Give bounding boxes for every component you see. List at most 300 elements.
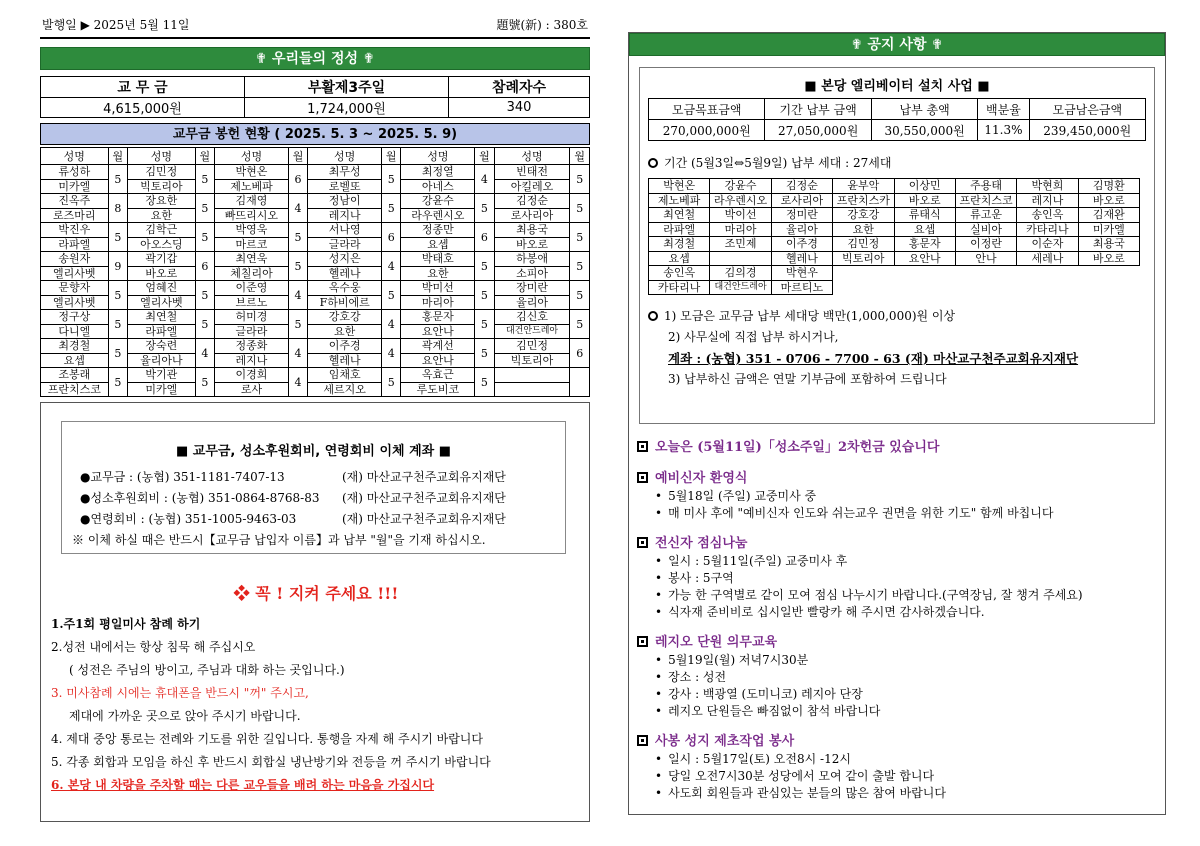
guidance-box xyxy=(40,402,590,822)
donor-baptismal-name: 헬레나 xyxy=(308,353,382,368)
donor-name: 최연욱 xyxy=(215,252,289,267)
offering-val-2: 1,724,000원 xyxy=(245,98,449,118)
household-name: 류고운 xyxy=(955,208,1016,223)
household-name: 최용국 xyxy=(1078,237,1139,252)
donor-baptismal-name: 프란치스코 xyxy=(41,382,109,397)
donor-name: 임채호 xyxy=(308,368,382,383)
donor-months: 5 xyxy=(475,194,494,223)
donor-baptismal-name: 엘리사벳 xyxy=(41,266,109,281)
donor-baptismal-name: 레지나 xyxy=(308,208,382,223)
donor-name: 박태호 xyxy=(401,252,475,267)
empty-cell xyxy=(833,280,894,295)
donor-months: 5 xyxy=(570,252,590,281)
household-name: 이정란 xyxy=(955,237,1016,252)
donor-name: 장미란 xyxy=(494,281,570,296)
donor-name: 김민정 xyxy=(494,339,570,354)
donor-months: 4 xyxy=(382,252,401,281)
donor-name: 성지은 xyxy=(308,252,382,267)
donor-name: 하봉애 xyxy=(494,252,570,267)
donor-baptismal-name: 세르지오 xyxy=(308,382,382,397)
donor-name: 김재영 xyxy=(215,194,289,209)
offering-summary-table xyxy=(40,76,590,118)
donor-months: 6 xyxy=(288,165,307,194)
donor-months: 5 xyxy=(382,368,401,397)
donor-months: 4 xyxy=(288,368,307,397)
offering-val-3: 340 xyxy=(449,98,590,118)
offering-val-1: 4,615,000원 xyxy=(41,98,245,118)
donor-name: 이준영 xyxy=(215,281,289,296)
donor-name: 박기관 xyxy=(128,368,196,383)
donor-name: 이경희 xyxy=(215,368,289,383)
notice-bullet: • 매 미사 후에 "예비신자 인도와 쉬는교우 권면을 위한 기도" 함께 바칩니다 xyxy=(637,505,1157,522)
account-holder: (재) 마산교구천주교회유지재단 xyxy=(342,491,506,505)
donor-baptismal-name: 레지나 xyxy=(215,353,289,368)
donor-months: 5 xyxy=(475,368,494,397)
name-header: 성명 xyxy=(215,148,289,165)
donor-baptismal-name: 율리아 xyxy=(494,295,570,310)
offering-col-1: 교 무 금 xyxy=(41,77,245,98)
household-baptismal-name: 세레나 xyxy=(1017,251,1078,266)
donor-name: 곽기갑 xyxy=(128,252,196,267)
fund-col: 모금남은금액 xyxy=(1029,99,1145,120)
donor-months: 5 xyxy=(382,194,401,223)
donor-baptismal-name: 요한 xyxy=(308,324,382,339)
household-name: 김정순 xyxy=(771,179,832,194)
donor-name: 최무성 xyxy=(308,165,382,180)
donor-months: 5 xyxy=(108,165,127,194)
rule-6: 6. 본당 내 차량을 주차할 때는 다른 교우들을 배려 하는 마음을 가집시다 xyxy=(51,778,435,792)
donor-baptismal-name: 아네스 xyxy=(401,179,475,194)
household-name: 박현온 xyxy=(649,179,710,194)
donor-months: 4 xyxy=(288,194,307,223)
household-baptismal-name xyxy=(710,251,771,266)
month-header: 월 xyxy=(475,148,494,165)
donor-months: 5 xyxy=(382,165,401,194)
donor-months: 5 xyxy=(570,223,590,252)
circle-bullet-icon xyxy=(648,158,658,168)
donor-name: 박현온 xyxy=(215,165,289,180)
donor-baptismal-name: 요한 xyxy=(401,266,475,281)
notice-heading: 전신자 점심나눔 xyxy=(637,535,1157,553)
fund-val: 270,000,000원 xyxy=(649,120,765,141)
donor-baptismal-name: 요셉 xyxy=(401,237,475,252)
household-name: 최경철 xyxy=(649,237,710,252)
donor-months: 4 xyxy=(288,339,307,368)
donor-baptismal-name: 다니엘 xyxy=(41,324,109,339)
household-baptismal-name: 바오로 xyxy=(1078,251,1139,266)
donor-baptismal-name: 로사리아 xyxy=(494,208,570,223)
rule-5: 5. 각종 회합과 모임을 하신 후 반드시 회합실 냉난방기와 전등을 꺼 주시기 바랍니다 xyxy=(51,755,491,769)
household-name: 강윤수 xyxy=(710,179,771,194)
household-name: 김명환 xyxy=(1078,179,1139,194)
household-name: 이상민 xyxy=(894,179,955,194)
fund-col: 모금목표금액 xyxy=(649,99,765,120)
donor-name: 정종화 xyxy=(215,339,289,354)
donor-months: 5 xyxy=(570,165,590,194)
donor-name: 박영욱 xyxy=(215,223,289,238)
donor-months: 6 xyxy=(570,339,590,368)
donor-baptismal-name: 제노베파 xyxy=(215,179,289,194)
donor-baptismal-name: 바오로 xyxy=(494,237,570,252)
month-header: 월 xyxy=(108,148,127,165)
offering-title-bar: ✟ 우리들의 정성 ✟ xyxy=(40,47,590,70)
donor-months: 5 xyxy=(195,368,214,397)
elev-note-1: 1) 모금은 교무금 납부 세대당 백만(1,000,000)원 이상 xyxy=(648,306,1078,327)
account-row xyxy=(72,488,555,509)
square-bullet-icon xyxy=(637,735,648,746)
donor-months: 5 xyxy=(475,310,494,339)
donor-name: 조봉래 xyxy=(41,368,109,383)
notice-bullet: • 레지오 단원들은 빠짐없이 참석 바랍니다 xyxy=(637,703,1157,720)
donor-baptismal-name: 아킬레오 xyxy=(494,179,570,194)
account-box xyxy=(61,421,566,554)
donor-months: 5 xyxy=(108,368,127,397)
household-name: 류태식 xyxy=(894,208,955,223)
fund-val: 30,550,000원 xyxy=(871,120,977,141)
donor-months: 5 xyxy=(475,339,494,368)
household-name: 강호강 xyxy=(833,208,894,223)
donor-baptismal-name: F하비에르 xyxy=(308,295,382,310)
household-baptismal-name: 프란치스카 xyxy=(833,193,894,208)
empty-cell xyxy=(1017,266,1078,281)
household-name: 주용태 xyxy=(955,179,1016,194)
rule-4: 4. 제대 중앙 통로는 전례와 기도를 위한 길입니다. 통행을 자제 해 주시기 바랍니다 xyxy=(51,732,483,746)
household-baptismal-name: 실비아 xyxy=(955,222,1016,237)
account-number: ●교무금 : (농협) 351-1181-7407-13 xyxy=(80,470,285,484)
donor-months: 5 xyxy=(108,339,127,368)
donor-months: 6 xyxy=(195,252,214,281)
donor-months: 5 xyxy=(108,223,127,252)
donor-name: 서나영 xyxy=(308,223,382,238)
empty-cell xyxy=(894,280,955,295)
circle-bullet-icon xyxy=(648,311,658,321)
left-page xyxy=(40,10,590,397)
donor-baptismal-name: 요안나 xyxy=(401,353,475,368)
household-baptismal-name: 빅토리아 xyxy=(833,251,894,266)
fund-col: 기간 납부 금액 xyxy=(765,99,871,120)
household-name: 정미란 xyxy=(771,208,832,223)
square-bullet-icon xyxy=(637,537,648,548)
donor-baptismal-name: 헬레나 xyxy=(308,266,382,281)
elevator-notes xyxy=(648,306,1078,390)
household-name: 윤부악 xyxy=(833,179,894,194)
right-page xyxy=(628,32,1166,815)
donor-months: 5 xyxy=(195,310,214,339)
notice-bullet: • 일시 : 5월17일(토) 오전8시 -12시 xyxy=(637,751,1157,768)
donor-name: 정구상 xyxy=(41,310,109,325)
account-note: ※ 이체 하실 때은 반드시【교무금 납입자 이름】과 납부 "월"을 기재 하십시오. xyxy=(72,533,486,547)
donor-baptismal-name: 엘리사벳 xyxy=(128,295,196,310)
notice-heading: 레지오 단원 의무교육 xyxy=(637,634,1157,652)
household-baptismal-name: 마르티노 xyxy=(771,280,832,295)
rule-2-detail: ( 성전은 주님의 방이고, 주님과 대화 하는 곳입니다.) xyxy=(69,663,345,677)
square-bullet-icon xyxy=(637,441,648,452)
notice-bullet: • 봉사 : 5구역 xyxy=(637,570,1157,587)
household-baptismal-name: 미카엘 xyxy=(1078,222,1139,237)
household-baptismal-name: 마리아 xyxy=(710,222,771,237)
household-baptismal-name: 카타리나 xyxy=(1017,222,1078,237)
donor-name: 강윤수 xyxy=(401,194,475,209)
donor-name: 홍문자 xyxy=(401,310,475,325)
notice-bullet: • 식자재 준비비로 십시일반 빨랑카 해 주시면 감사하겠습니다. xyxy=(637,604,1157,621)
household-name: 박현우 xyxy=(771,266,832,281)
fund-val: 27,050,000원 xyxy=(765,120,871,141)
keep-rules-title: ❖ 꼭 ! 지켜 주세요 !!! xyxy=(233,584,399,603)
donor-baptismal-name: 체칠리아 xyxy=(215,266,289,281)
empty-cell xyxy=(955,280,1016,295)
donor-baptismal-name: 라파엘 xyxy=(128,324,196,339)
donor-name xyxy=(494,368,570,383)
donor-months: 5 xyxy=(570,310,590,339)
donor-name: 곽계선 xyxy=(401,339,475,354)
donor-name: 최용국 xyxy=(494,223,570,238)
empty-cell xyxy=(894,266,955,281)
account-row xyxy=(72,509,555,530)
household-name: 박현희 xyxy=(1017,179,1078,194)
fund-val: 11.3% xyxy=(978,120,1029,141)
donor-name: 최경철 xyxy=(41,339,109,354)
donor-months: 5 xyxy=(288,310,307,339)
donor-name: 엄혜진 xyxy=(128,281,196,296)
donor-months: 9 xyxy=(108,252,127,281)
notice-bullet: • 5월18일 (주일) 교중미사 중 xyxy=(637,488,1157,505)
donor-months: 4 xyxy=(382,310,401,339)
notice-bullet: • 당일 오전7시30분 성당에서 모여 같이 출발 합니다 xyxy=(637,768,1157,785)
donor-name: 김학근 xyxy=(128,223,196,238)
account-title: ■ 교무금, 성소후원회비, 연령회비 이체 계좌 ■ xyxy=(175,444,452,459)
donor-baptismal-name: 엘리사벳 xyxy=(41,295,109,310)
square-bullet-icon xyxy=(637,472,648,483)
donor-name: 김민정 xyxy=(128,165,196,180)
donor-months: 5 xyxy=(108,281,127,310)
name-header: 성명 xyxy=(128,148,196,165)
notice-heading: 오늘은 (5월11일)「성소주일」2차헌금 있습니다 xyxy=(637,439,1157,457)
month-header: 월 xyxy=(288,148,307,165)
donor-months: 5 xyxy=(288,223,307,252)
donor-months: 5 xyxy=(570,194,590,223)
donor-baptismal-name: 율리아나 xyxy=(128,353,196,368)
donor-months: 5 xyxy=(475,252,494,281)
donor-months: 5 xyxy=(195,194,214,223)
empty-cell xyxy=(1078,266,1139,281)
donor-months: 5 xyxy=(195,281,214,310)
donor-months: 4 xyxy=(475,165,494,194)
donor-baptismal-name: 요셉 xyxy=(41,353,109,368)
issue-number: 題號(新) : 380호 xyxy=(496,18,588,32)
donor-months: 6 xyxy=(382,223,401,252)
household-baptismal-name: 프란치스코 xyxy=(955,193,1016,208)
household-baptismal-name: 요안나 xyxy=(894,251,955,266)
donor-baptismal-name: 빅토리아 xyxy=(494,353,570,368)
donor-name: 옥효근 xyxy=(401,368,475,383)
donor-baptismal-name: 라우렌시오 xyxy=(401,208,475,223)
donor-name: 강호강 xyxy=(308,310,382,325)
issue-date: 발행일 ▶ 2025년 5월 11일 xyxy=(42,18,190,32)
household-name: 박이선 xyxy=(710,208,771,223)
donor-months: 6 xyxy=(475,223,494,252)
publication-line xyxy=(40,10,590,39)
elevator-title: ■ 본당 엘리베이터 설치 사업 ■ xyxy=(804,79,990,94)
period-text: 기간 (5월3일⇔5월9일) 납부 세대 : 27세대 xyxy=(664,156,892,170)
donor-baptismal-name: 요안나 xyxy=(401,324,475,339)
household-baptismal-name: 카타리나 xyxy=(649,280,710,295)
donor-name: 이주경 xyxy=(308,339,382,354)
donor-months: 5 xyxy=(108,310,127,339)
household-baptismal-name: 로사리아 xyxy=(771,193,832,208)
donor-name: 최정열 xyxy=(401,165,475,180)
rules-list xyxy=(51,613,581,797)
name-header: 성명 xyxy=(41,148,109,165)
donor-baptismal-name: 요한 xyxy=(128,208,196,223)
donor-months: 5 xyxy=(195,165,214,194)
empty-cell xyxy=(1078,280,1139,295)
household-name: 이순자 xyxy=(1017,237,1078,252)
donor-baptismal-name: 바오로 xyxy=(128,266,196,281)
household-baptismal-name: 바오로 xyxy=(894,193,955,208)
elev-account-line: 계좌 : (농협) 351 - 0706 - 7700 - 63 (재) 마산교구천주교회유지재단 xyxy=(668,351,1079,366)
donor-baptismal-name: 대건안드레아 xyxy=(494,324,570,339)
household-baptismal-name: 라파엘 xyxy=(649,222,710,237)
donor-baptismal-name: 마리아 xyxy=(401,295,475,310)
household-name: 조민제 xyxy=(710,237,771,252)
donor-baptismal-name xyxy=(494,382,570,397)
fund-val: 239,450,000원 xyxy=(1029,120,1145,141)
household-name: 김재완 xyxy=(1078,208,1139,223)
name-header: 성명 xyxy=(494,148,570,165)
donor-baptismal-name: 미카엘 xyxy=(41,179,109,194)
donor-baptismal-name: 빅토리아 xyxy=(128,179,196,194)
fund-col: 납부 총액 xyxy=(871,99,977,120)
household-name: 김의경 xyxy=(710,266,771,281)
account-row xyxy=(72,467,555,488)
donor-name: 장요한 xyxy=(128,194,196,209)
account-number: ●연령회비 : (농협) 351-1005-9463-03 xyxy=(80,512,297,526)
elev-note-3: 3) 납부하신 금액은 연말 기부금에 포함하여 드립니다 xyxy=(668,372,947,386)
donor-baptismal-name: 라파엘 xyxy=(41,237,109,252)
donor-months: 5 xyxy=(195,223,214,252)
donor-baptismal-name: 빠뜨리시오 xyxy=(215,208,289,223)
household-name: 송인옥 xyxy=(649,266,710,281)
household-baptismal-name: 바오로 xyxy=(1078,193,1139,208)
donor-name: 송원자 xyxy=(41,252,109,267)
household-baptismal-name: 요셉 xyxy=(894,222,955,237)
donor-name: 류성하 xyxy=(41,165,109,180)
donor-table-title: 교무금 봉헌 현황 ( 2025. 5. 3 ~ 2025. 5. 9) xyxy=(40,123,590,145)
household-baptismal-name: 요셉 xyxy=(649,251,710,266)
household-name: 이주경 xyxy=(771,237,832,252)
notice-bullet: • 장소 : 성전 xyxy=(637,669,1157,686)
notice-title-bar: ✟ 공지 사항 ✟ xyxy=(629,33,1165,56)
donor-months: 5 xyxy=(570,281,590,310)
donor-name: 정남이 xyxy=(308,194,382,209)
notice-heading: 예비신자 환영식 xyxy=(637,470,1157,488)
household-baptismal-name: 제노베파 xyxy=(649,193,710,208)
donor-name: 문향자 xyxy=(41,281,109,296)
donor-baptismal-name: 브르노 xyxy=(215,295,289,310)
square-bullet-icon xyxy=(637,636,648,647)
donor-months: 5 xyxy=(288,252,307,281)
household-name: 송인옥 xyxy=(1017,208,1078,223)
donor-name: 김정순 xyxy=(494,194,570,209)
notice-bullet: • 강사 : 백광열 (도미니코) 레지아 단장 xyxy=(637,686,1157,703)
household-baptismal-name: 요한 xyxy=(833,222,894,237)
donor-months: 4 xyxy=(288,281,307,310)
period-line xyxy=(648,154,891,171)
donor-baptismal-name: 글라라 xyxy=(308,237,382,252)
donor-months: 5 xyxy=(382,281,401,310)
account-holder: (재) 마산교구천주교회유지재단 xyxy=(342,470,506,484)
notice-bullet: • 가능 한 구역별로 같이 모여 점심 나누시기 바랍니다.(구역장님, 잘 챙겨 주세요) xyxy=(637,587,1157,604)
elevator-project-box xyxy=(639,67,1155,424)
donor-table xyxy=(40,147,590,397)
household-baptismal-name: 라우렌시오 xyxy=(710,193,771,208)
notice-heading: 사봉 성지 제초작업 봉사 xyxy=(637,733,1157,751)
household-baptismal-name: 안나 xyxy=(955,251,1016,266)
donor-name: 최연철 xyxy=(128,310,196,325)
household-baptismal-name: 율리아 xyxy=(771,222,832,237)
rule-3-detail: 제대에 가까운 곳으로 앉아 주시기 바랍니다. xyxy=(69,709,301,723)
donor-months: 8 xyxy=(108,194,127,223)
fund-table xyxy=(648,98,1146,141)
household-name: 최연철 xyxy=(649,208,710,223)
rule-3: 3. 미사참례 시에는 휴대폰을 반드시 "꺼" 주시고, xyxy=(51,686,309,700)
donor-baptismal-name: 로즈마리 xyxy=(41,208,109,223)
donor-name: 박미선 xyxy=(401,281,475,296)
donor-baptismal-name: 글라라 xyxy=(215,324,289,339)
donor-months: 4 xyxy=(195,339,214,368)
month-header: 월 xyxy=(382,148,401,165)
name-header: 성명 xyxy=(401,148,475,165)
offering-col-2: 부활제3주일 xyxy=(245,77,449,98)
household-name: 김민정 xyxy=(833,237,894,252)
offering-col-3: 참례자수 xyxy=(449,77,590,98)
donor-name: 빈태전 xyxy=(494,165,570,180)
donor-name: 정종만 xyxy=(401,223,475,238)
donor-months xyxy=(570,368,590,397)
household-name: 홍문자 xyxy=(894,237,955,252)
donor-months: 5 xyxy=(475,281,494,310)
donor-name: 옥수웅 xyxy=(308,281,382,296)
household-baptismal-name: 헬레나 xyxy=(771,251,832,266)
rule-2: 2.성전 내에서는 항상 침묵 해 주십시오 xyxy=(51,640,256,654)
rule-1: 1.주1회 평일미사 참례 하기 xyxy=(51,617,201,631)
donor-baptismal-name: 소피아 xyxy=(494,266,570,281)
empty-cell xyxy=(955,266,1016,281)
account-holder: (재) 마산교구천주교회유지재단 xyxy=(342,512,506,526)
notice-list xyxy=(637,439,1157,802)
elev-note-2: 2) 사무실에 직접 납부 하시거나, xyxy=(668,330,839,344)
donor-baptismal-name: 로벨또 xyxy=(308,179,382,194)
donor-baptismal-name: 아오스딩 xyxy=(128,237,196,252)
donor-name: 김신호 xyxy=(494,310,570,325)
donor-baptismal-name: 로사 xyxy=(215,382,289,397)
donor-months: 4 xyxy=(382,339,401,368)
donor-baptismal-name: 루도비코 xyxy=(401,382,475,397)
notice-bullet: • 5월19일(월) 저녁7시30분 xyxy=(637,652,1157,669)
fund-col: 백분율 xyxy=(978,99,1029,120)
empty-cell xyxy=(833,266,894,281)
household-table xyxy=(648,178,1140,295)
notice-bullet: • 사도회 회원들과 관심있는 분들의 많은 참여 바랍니다 xyxy=(637,785,1157,802)
household-baptismal-name: 대건안드레아 xyxy=(710,280,771,295)
donor-baptismal-name: 마르코 xyxy=(215,237,289,252)
month-header: 월 xyxy=(195,148,214,165)
donor-name: 장숙련 xyxy=(128,339,196,354)
empty-cell xyxy=(1017,280,1078,295)
donor-name: 진옥주 xyxy=(41,194,109,209)
name-header: 성명 xyxy=(308,148,382,165)
household-baptismal-name: 레지나 xyxy=(1017,193,1078,208)
